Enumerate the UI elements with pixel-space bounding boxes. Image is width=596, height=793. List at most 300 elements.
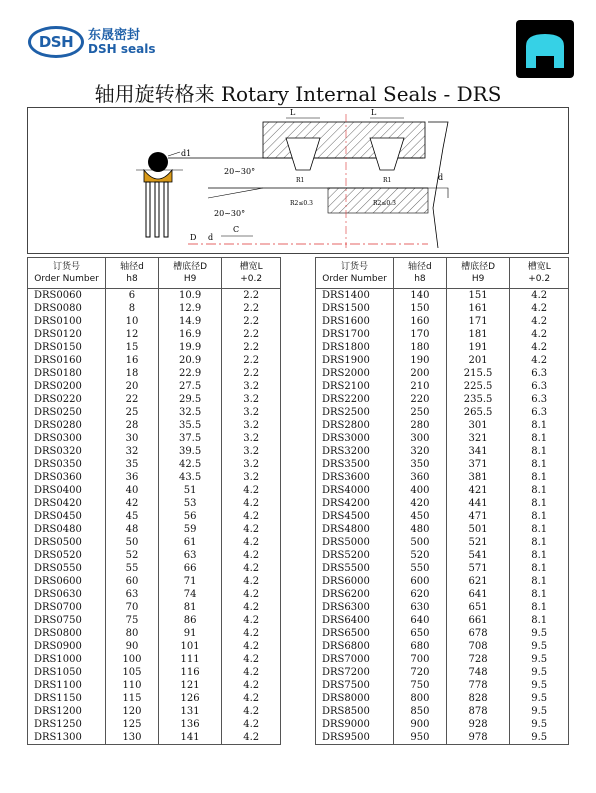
- table-row: [28, 666, 281, 679]
- groove-diameter-cell: 161: [446, 302, 510, 315]
- groove-width-cell: 6.3: [510, 380, 569, 393]
- table-row: [28, 432, 281, 445]
- groove-width-cell: 9.5: [510, 692, 569, 705]
- table-row: [28, 367, 281, 380]
- order-number-cell: DRS3200: [316, 445, 394, 458]
- shaft-diameter-cell: 720: [394, 666, 447, 679]
- table-row: [28, 419, 281, 432]
- groove-diameter-cell: 421: [446, 484, 510, 497]
- shaft-diameter-cell: 210: [394, 380, 447, 393]
- shaft-diameter-cell: 105: [106, 666, 159, 679]
- shaft-diameter-cell: 22: [106, 393, 159, 406]
- groove-width-cell: 4.2: [222, 653, 281, 666]
- groove-width-cell: 8.1: [510, 575, 569, 588]
- table-row: [316, 302, 569, 315]
- order-number-cell: DRS2800: [316, 419, 394, 432]
- seal-profile-icon: [516, 20, 574, 78]
- table-row: [28, 718, 281, 731]
- table-row: [28, 562, 281, 575]
- shaft-diameter-cell: 170: [394, 328, 447, 341]
- technical-drawing: [27, 107, 569, 254]
- table-row: [316, 562, 569, 575]
- order-number-cell: DRS1050: [28, 666, 106, 679]
- table-row: [28, 445, 281, 458]
- groove-width-cell: 8.1: [510, 484, 569, 497]
- shaft-diameter-cell: 18: [106, 367, 159, 380]
- seal-installation-diagram: [28, 108, 568, 253]
- groove-width-cell: 3.2: [222, 393, 281, 406]
- order-number-cell: DRS0360: [28, 471, 106, 484]
- order-number-cell: DRS0420: [28, 497, 106, 510]
- col-groove-width: 槽宽L +0.2: [222, 258, 281, 289]
- groove-width-cell: 6.3: [510, 406, 569, 419]
- groove-width-cell: 9.5: [510, 627, 569, 640]
- groove-diameter-cell: 381: [446, 471, 510, 484]
- shaft-diameter-cell: 190: [394, 354, 447, 367]
- shaft-diameter-cell: 680: [394, 640, 447, 653]
- table-row: [316, 315, 569, 328]
- order-number-cell: DRS4500: [316, 510, 394, 523]
- groove-width-cell: 8.1: [510, 523, 569, 536]
- shaft-diameter-cell: 100: [106, 653, 159, 666]
- order-number-cell: DRS0800: [28, 627, 106, 640]
- groove-width-cell: 8.1: [510, 614, 569, 627]
- table-row: [28, 523, 281, 536]
- table-row: [28, 354, 281, 367]
- groove-diameter-cell: 37.5: [158, 432, 221, 445]
- brand-logo: [28, 22, 155, 62]
- table-row: [316, 588, 569, 601]
- table-row: [316, 666, 569, 679]
- groove-width-cell: 4.2: [222, 588, 281, 601]
- order-number-cell: DRS6200: [316, 588, 394, 601]
- table-row: [316, 705, 569, 718]
- groove-diameter-cell: 215.5: [446, 367, 510, 380]
- shaft-diameter-cell: 480: [394, 523, 447, 536]
- order-number-cell: DRS0480: [28, 523, 106, 536]
- order-number-cell: DRS0300: [28, 432, 106, 445]
- shaft-diameter-cell: 60: [106, 575, 159, 588]
- page-title: 轴用旋转格来 Rotary Internal Seals - DRS: [94, 82, 502, 106]
- groove-diameter-cell: 86: [158, 614, 221, 627]
- order-number-cell: DRS5000: [316, 536, 394, 549]
- groove-diameter-cell: 728: [446, 653, 510, 666]
- order-number-cell: DRS4200: [316, 497, 394, 510]
- groove-width-cell: 8.1: [510, 419, 569, 432]
- groove-diameter-cell: 661: [446, 614, 510, 627]
- table-row: [28, 731, 281, 745]
- order-number-cell: DRS7000: [316, 653, 394, 666]
- groove-diameter-cell: 42.5: [158, 458, 221, 471]
- groove-width-cell: 4.2: [222, 692, 281, 705]
- shaft-diameter-cell: 280: [394, 419, 447, 432]
- shaft-diameter-cell: 350: [394, 458, 447, 471]
- groove-diameter-cell: 748: [446, 666, 510, 679]
- col-order-number: 订货号 Order Number: [28, 258, 106, 289]
- groove-diameter-cell: 235.5: [446, 393, 510, 406]
- groove-width-cell: 4.2: [222, 510, 281, 523]
- order-number-cell: DRS2200: [316, 393, 394, 406]
- table-row: [316, 484, 569, 497]
- col-groove-width: 槽宽L +0.2: [510, 258, 569, 289]
- order-number-cell: DRS0280: [28, 419, 106, 432]
- shaft-diameter-cell: 630: [394, 601, 447, 614]
- table-row: [316, 289, 569, 303]
- groove-diameter-cell: 19.9: [158, 341, 221, 354]
- table-row: [28, 536, 281, 549]
- logo-text: [88, 29, 155, 55]
- groove-width-cell: 2.2: [222, 302, 281, 315]
- groove-diameter-cell: 61: [158, 536, 221, 549]
- groove-diameter-cell: 116: [158, 666, 221, 679]
- groove-width-cell: 3.2: [222, 419, 281, 432]
- dim-d-right: d: [438, 173, 444, 182]
- groove-width-cell: 9.5: [510, 679, 569, 692]
- groove-width-cell: 6.3: [510, 393, 569, 406]
- groove-diameter-cell: 35.5: [158, 419, 221, 432]
- groove-diameter-cell: 621: [446, 575, 510, 588]
- order-number-cell: DRS0100: [28, 315, 106, 328]
- groove-diameter-cell: 43.5: [158, 471, 221, 484]
- groove-diameter-cell: 22.9: [158, 367, 221, 380]
- groove-diameter-cell: 29.5: [158, 393, 221, 406]
- shaft-diameter-cell: 50: [106, 536, 159, 549]
- table-row: [28, 484, 281, 497]
- groove-diameter-cell: 191: [446, 341, 510, 354]
- table-row: [316, 614, 569, 627]
- groove-diameter-cell: 131: [158, 705, 221, 718]
- order-number-cell: DRS0120: [28, 328, 106, 341]
- table-row: [28, 627, 281, 640]
- table-body-left: [28, 289, 281, 745]
- table-row: [28, 471, 281, 484]
- dim-D: D: [190, 233, 197, 242]
- order-number-cell: DRS5200: [316, 549, 394, 562]
- shaft-diameter-cell: 80: [106, 627, 159, 640]
- groove-diameter-cell: 571: [446, 562, 510, 575]
- order-number-cell: DRS0450: [28, 510, 106, 523]
- shaft-diameter-cell: 700: [394, 653, 447, 666]
- table-row: [316, 406, 569, 419]
- groove-diameter-cell: 978: [446, 731, 510, 745]
- table-row: [28, 640, 281, 653]
- groove-diameter-cell: 265.5: [446, 406, 510, 419]
- shaft-diameter-cell: 42: [106, 497, 159, 510]
- table-row: [316, 627, 569, 640]
- table-row: [316, 523, 569, 536]
- groove-diameter-cell: 27.5: [158, 380, 221, 393]
- order-number-cell: DRS2000: [316, 367, 394, 380]
- groove-width-cell: 4.2: [222, 575, 281, 588]
- groove-diameter-cell: 81: [158, 601, 221, 614]
- table-row: [28, 302, 281, 315]
- col-groove-diameter: 槽底径D H9: [158, 258, 221, 289]
- shaft-diameter-cell: 45: [106, 510, 159, 523]
- groove-width-cell: 8.1: [510, 497, 569, 510]
- order-number-cell: DRS3600: [316, 471, 394, 484]
- groove-width-cell: 4.2: [222, 718, 281, 731]
- table-row: [28, 575, 281, 588]
- shaft-diameter-cell: 500: [394, 536, 447, 549]
- shaft-diameter-cell: 800: [394, 692, 447, 705]
- groove-diameter-cell: 91: [158, 627, 221, 640]
- groove-width-cell: 4.2: [222, 562, 281, 575]
- shaft-diameter-cell: 150: [394, 302, 447, 315]
- order-number-cell: DRS1400: [316, 289, 394, 303]
- order-number-cell: DRS3000: [316, 432, 394, 445]
- table-row: [28, 380, 281, 393]
- shaft-diameter-cell: 520: [394, 549, 447, 562]
- table-row: [316, 497, 569, 510]
- order-number-cell: DRS0150: [28, 341, 106, 354]
- shaft-diameter-cell: 125: [106, 718, 159, 731]
- dim-l-2: L: [371, 108, 377, 117]
- order-number-cell: DRS8500: [316, 705, 394, 718]
- shaft-diameter-cell: 90: [106, 640, 159, 653]
- groove-diameter-cell: 56: [158, 510, 221, 523]
- brand-name-en: DSH seals: [88, 41, 156, 56]
- table-row: [316, 432, 569, 445]
- order-number-cell: DRS0350: [28, 458, 106, 471]
- table-row: [316, 341, 569, 354]
- groove-diameter-cell: 341: [446, 445, 510, 458]
- groove-diameter-cell: 441: [446, 497, 510, 510]
- groove-diameter-cell: 225.5: [446, 380, 510, 393]
- groove-width-cell: 3.2: [222, 445, 281, 458]
- table-row: [28, 614, 281, 627]
- table-row: [28, 458, 281, 471]
- groove-diameter-cell: 141: [158, 731, 221, 745]
- order-number-cell: DRS0080: [28, 302, 106, 315]
- groove-diameter-cell: 136: [158, 718, 221, 731]
- table-row: [316, 679, 569, 692]
- groove-width-cell: 4.2: [222, 549, 281, 562]
- groove-diameter-cell: 471: [446, 510, 510, 523]
- groove-diameter-cell: 151: [446, 289, 510, 303]
- table-row: [28, 692, 281, 705]
- table-row: [28, 315, 281, 328]
- groove-width-cell: 6.3: [510, 367, 569, 380]
- dim-d: d: [208, 233, 214, 242]
- order-number-cell: DRS0750: [28, 614, 106, 627]
- logo-mark: DSH: [28, 26, 84, 58]
- groove-diameter-cell: 878: [446, 705, 510, 718]
- groove-width-cell: 4.2: [510, 341, 569, 354]
- shaft-diameter-cell: 55: [106, 562, 159, 575]
- groove-diameter-cell: 181: [446, 328, 510, 341]
- order-number-cell: DRS2100: [316, 380, 394, 393]
- order-number-cell: DRS0220: [28, 393, 106, 406]
- shaft-diameter-cell: 300: [394, 432, 447, 445]
- table-row: [316, 718, 569, 731]
- groove-width-cell: 9.5: [510, 666, 569, 679]
- groove-diameter-cell: 301: [446, 419, 510, 432]
- order-number-cell: DRS0700: [28, 601, 106, 614]
- brand-name-cn: 东晟密封: [88, 27, 141, 43]
- table-row: [316, 367, 569, 380]
- groove-width-cell: 2.2: [222, 328, 281, 341]
- groove-diameter-cell: 74: [158, 588, 221, 601]
- shaft-diameter-cell: 950: [394, 731, 447, 745]
- order-number-cell: DRS4800: [316, 523, 394, 536]
- groove-width-cell: 4.2: [222, 627, 281, 640]
- shaft-diameter-cell: 8: [106, 302, 159, 315]
- col-order-number: 订货号 Order Number: [316, 258, 394, 289]
- shaft-diameter-cell: 52: [106, 549, 159, 562]
- shaft-diameter-cell: 40: [106, 484, 159, 497]
- shaft-diameter-cell: 640: [394, 614, 447, 627]
- shaft-diameter-cell: 32: [106, 445, 159, 458]
- table-row: [28, 406, 281, 419]
- groove-width-cell: 8.1: [510, 536, 569, 549]
- groove-diameter-cell: 928: [446, 718, 510, 731]
- groove-width-cell: 8.1: [510, 549, 569, 562]
- order-number-cell: DRS0060: [28, 289, 106, 303]
- order-number-cell: DRS7200: [316, 666, 394, 679]
- groove-diameter-cell: 51: [158, 484, 221, 497]
- groove-width-cell: 4.2: [510, 302, 569, 315]
- dim-r1-2: R1: [383, 177, 392, 184]
- groove-width-cell: 4.2: [222, 731, 281, 745]
- shaft-diameter-cell: 15: [106, 341, 159, 354]
- table-row: [28, 341, 281, 354]
- table-row: [316, 536, 569, 549]
- table-row: [28, 679, 281, 692]
- groove-width-cell: 4.2: [222, 679, 281, 692]
- groove-diameter-cell: 828: [446, 692, 510, 705]
- shaft-diameter-cell: 12: [106, 328, 159, 341]
- groove-width-cell: 8.1: [510, 445, 569, 458]
- table-row: [316, 419, 569, 432]
- order-number-cell: DRS0900: [28, 640, 106, 653]
- order-number-cell: DRS2500: [316, 406, 394, 419]
- groove-width-cell: 3.2: [222, 432, 281, 445]
- groove-diameter-cell: 126: [158, 692, 221, 705]
- table-row: [28, 497, 281, 510]
- groove-diameter-cell: 53: [158, 497, 221, 510]
- groove-width-cell: 3.2: [222, 380, 281, 393]
- table-row: [316, 653, 569, 666]
- order-number-cell: DRS1250: [28, 718, 106, 731]
- order-number-cell: DRS0200: [28, 380, 106, 393]
- groove-diameter-cell: 63: [158, 549, 221, 562]
- shaft-diameter-cell: 420: [394, 497, 447, 510]
- shaft-diameter-cell: 220: [394, 393, 447, 406]
- order-number-cell: DRS0160: [28, 354, 106, 367]
- table-row: [316, 731, 569, 745]
- shaft-diameter-cell: 250: [394, 406, 447, 419]
- table-row: [316, 692, 569, 705]
- groove-width-cell: 8.1: [510, 471, 569, 484]
- col-groove-diameter: 槽底径D H9: [446, 258, 510, 289]
- groove-width-cell: 4.2: [222, 536, 281, 549]
- groove-width-cell: 4.2: [510, 354, 569, 367]
- groove-width-cell: 3.2: [222, 458, 281, 471]
- shaft-diameter-cell: 650: [394, 627, 447, 640]
- shaft-diameter-cell: 360: [394, 471, 447, 484]
- shaft-diameter-cell: 115: [106, 692, 159, 705]
- groove-width-cell: 8.1: [510, 601, 569, 614]
- order-number-cell: DRS1900: [316, 354, 394, 367]
- shaft-diameter-cell: 20: [106, 380, 159, 393]
- groove-diameter-cell: 708: [446, 640, 510, 653]
- shaft-diameter-cell: 620: [394, 588, 447, 601]
- groove-diameter-cell: 778: [446, 679, 510, 692]
- shaft-diameter-cell: 10: [106, 315, 159, 328]
- order-number-cell: DRS1000: [28, 653, 106, 666]
- table-row: [316, 640, 569, 653]
- groove-width-cell: 4.2: [222, 601, 281, 614]
- table-row: [316, 328, 569, 341]
- groove-width-cell: 9.5: [510, 705, 569, 718]
- table-row: [316, 601, 569, 614]
- shaft-diameter-cell: 70: [106, 601, 159, 614]
- groove-width-cell: 4.2: [222, 523, 281, 536]
- table-row: [316, 458, 569, 471]
- order-number-cell: DRS9500: [316, 731, 394, 745]
- groove-diameter-cell: 321: [446, 432, 510, 445]
- shaft-diameter-cell: 28: [106, 419, 159, 432]
- table-row: [316, 510, 569, 523]
- col-shaft-diameter: 轴径d h8: [394, 258, 447, 289]
- groove-width-cell: 2.2: [222, 367, 281, 380]
- shaft-diameter-cell: 30: [106, 432, 159, 445]
- groove-diameter-cell: 10.9: [158, 289, 221, 303]
- dimension-table-left: [27, 257, 281, 745]
- dim-d1: d1: [181, 149, 192, 158]
- table-row: [28, 393, 281, 406]
- order-number-cell: DRS0250: [28, 406, 106, 419]
- order-number-cell: DRS0400: [28, 484, 106, 497]
- table-row: [28, 601, 281, 614]
- groove-width-cell: 9.5: [510, 718, 569, 731]
- dim-r1: R1: [296, 177, 305, 184]
- order-number-cell: DRS1100: [28, 679, 106, 692]
- order-number-cell: DRS6800: [316, 640, 394, 653]
- groove-diameter-cell: 201: [446, 354, 510, 367]
- order-number-cell: DRS1700: [316, 328, 394, 341]
- table-row: [28, 653, 281, 666]
- groove-width-cell: 4.2: [222, 705, 281, 718]
- groove-width-cell: 4.2: [222, 666, 281, 679]
- shaft-diameter-cell: 550: [394, 562, 447, 575]
- groove-width-cell: 4.2: [222, 497, 281, 510]
- groove-width-cell: 4.2: [222, 640, 281, 653]
- shaft-diameter-cell: 6: [106, 289, 159, 303]
- groove-diameter-cell: 371: [446, 458, 510, 471]
- shaft-diameter-cell: 750: [394, 679, 447, 692]
- table-row: [28, 510, 281, 523]
- table-row: [316, 549, 569, 562]
- shaft-diameter-cell: 63: [106, 588, 159, 601]
- groove-width-cell: 3.2: [222, 406, 281, 419]
- groove-width-cell: 8.1: [510, 588, 569, 601]
- table-row: [316, 380, 569, 393]
- groove-width-cell: 8.1: [510, 458, 569, 471]
- shaft-diameter-cell: 320: [394, 445, 447, 458]
- order-number-cell: DRS0500: [28, 536, 106, 549]
- groove-diameter-cell: 16.9: [158, 328, 221, 341]
- shaft-diameter-cell: 130: [106, 731, 159, 745]
- order-number-cell: DRS0600: [28, 575, 106, 588]
- groove-diameter-cell: 111: [158, 653, 221, 666]
- order-number-cell: DRS6500: [316, 627, 394, 640]
- table-row: [316, 354, 569, 367]
- groove-width-cell: 9.5: [510, 731, 569, 745]
- groove-width-cell: 9.5: [510, 640, 569, 653]
- table-body-right: [316, 289, 569, 745]
- groove-width-cell: 4.2: [510, 289, 569, 303]
